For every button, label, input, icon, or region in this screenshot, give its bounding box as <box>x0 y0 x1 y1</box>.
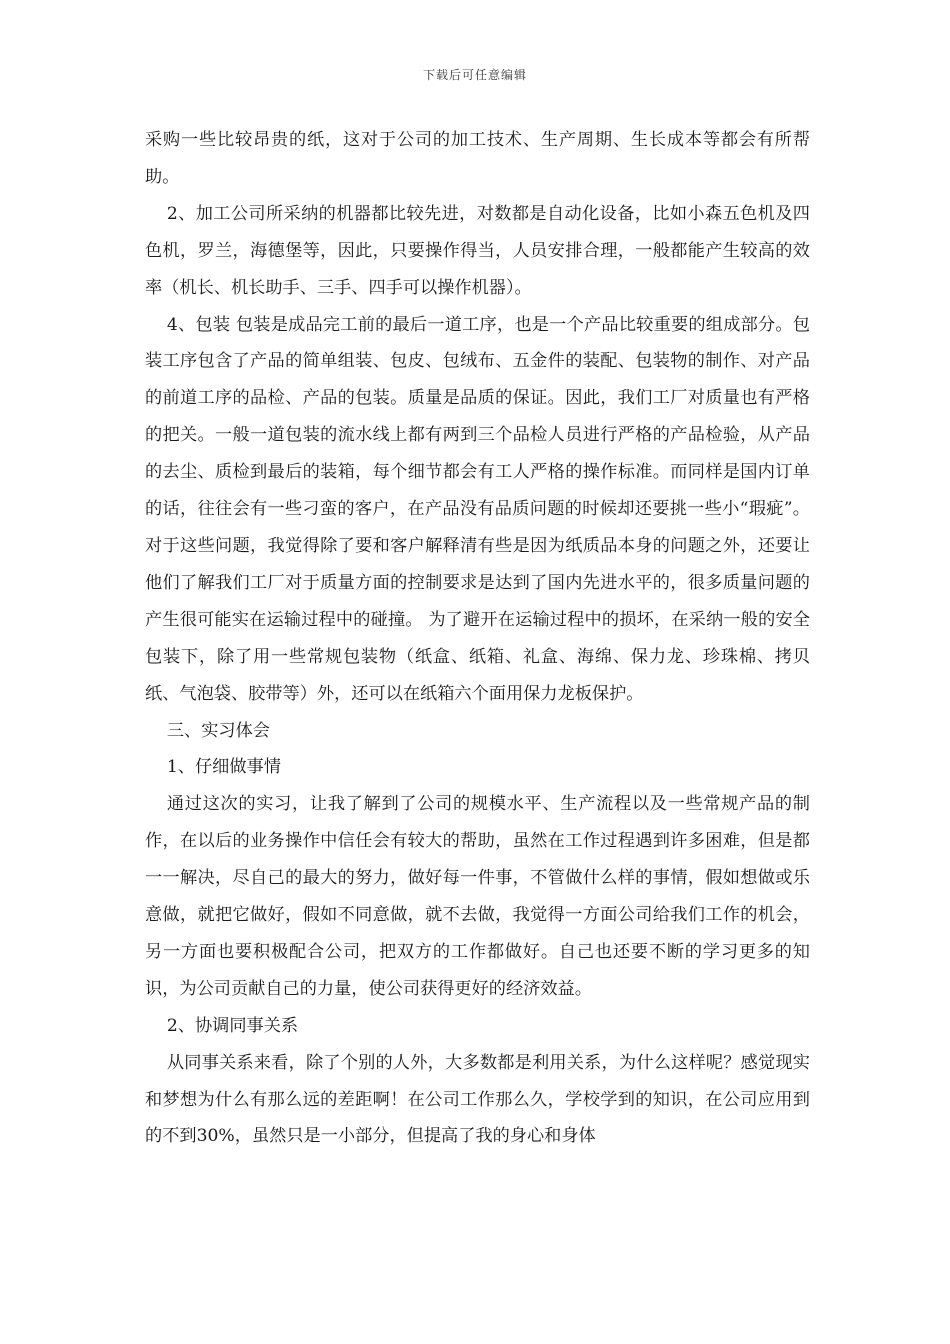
paragraph-colleague-relations: 从同事关系来看，除了个别的人外，大多数都是利用关系，为什么这样呢？感觉现实和梦想为什么有那么远的差距啊！在公司工作那么久，学校学到的知识，在公司应用到的不到30%，虽然只是一小部分，但提高了我的身心和身体 <box>145 1052 810 1147</box>
header-note: 下载后可任意编辑 <box>422 68 527 82</box>
paragraph-careful-work: 通过这次的实习，让我了解到了公司的规模水平、生产流程以及一些常规产品的制作，在以后的业务操作中信任会有较大的帮助，虽然在工作过程遇到许多困难，但是都一一解决，尽自己的最大的努力，做好每一件事，不管做什么样的事情，假如想做或乐意做，就把它做好，假如不同意做，就不去做，我觉得一方面公司给我们工作的机会，另一方面也要积极配合公司，把双方的工作都做好。自己也还要不断的学习更多的知识，为公司贡献自己的力量，使公司获得更好的经济效益。 <box>145 794 810 999</box>
paragraph-packaging: 4、包装 包装是成品完工前的最后一道工序，也是一个产品比较重要的组成部分。包装工序包含了产品的简单组装、包皮、包绒布、五金件的装配、包装物的制作、对产品的前道工序的品检、产品的包装。质量是品质的保证。因此，我们工厂对质量也有严格的把关。一般一道包装的流水线上都有两到三个品检人员进行严格的产品检验，从产品的去尘、质检到最后的装箱，每个细节都会有工人严格的操作标准。而同样是国内订单的话，往往会有一些刁蛮的客户，在产品没有品质问题的时候却还要挑一些小“瑕疵”。对于这些问题，我觉得除了要和客户解释清有些是因为纸质品本身的问题之外，还要让他们了解我们工厂对于质量方面的控制要求是达到了国内先进水平的，很多质量问题的产生很可能实在运输过程中的碰撞。 为了避开在运输过程中的损坏，在采纳一般的安全包装下，除了用一些常规包装物（纸盒、纸箱、礼盒、海绵、保力龙、珍珠棉、拷贝纸、气泡袋、胶带等）外，还可以在纸箱六个面用保力龙板保护。 <box>145 314 810 704</box>
heading-internship-experience: 三、实习体会 <box>166 720 270 741</box>
paragraph-paper-purchase: 采购一些比较昂贵的纸，这对于公司的加工技术、生产周期、生长成本等都会有所帮助。 <box>145 130 810 187</box>
heading-careful-work: 1、仔细做事情 <box>166 757 281 778</box>
paragraph-machines: 2、加工公司所采纳的机器都比较先进，对数都是自动化设备，比如小森五色机及四色机，罗兰，海德堡等，因此，只要操作得当，人员安排合理，一般都能产生较高的效率（机长、机长助手、三手、四手可以操作机器）。 <box>145 203 810 298</box>
heading-colleague-relations: 2、协调同事关系 <box>166 1015 299 1036</box>
document-body <box>145 122 810 1155</box>
